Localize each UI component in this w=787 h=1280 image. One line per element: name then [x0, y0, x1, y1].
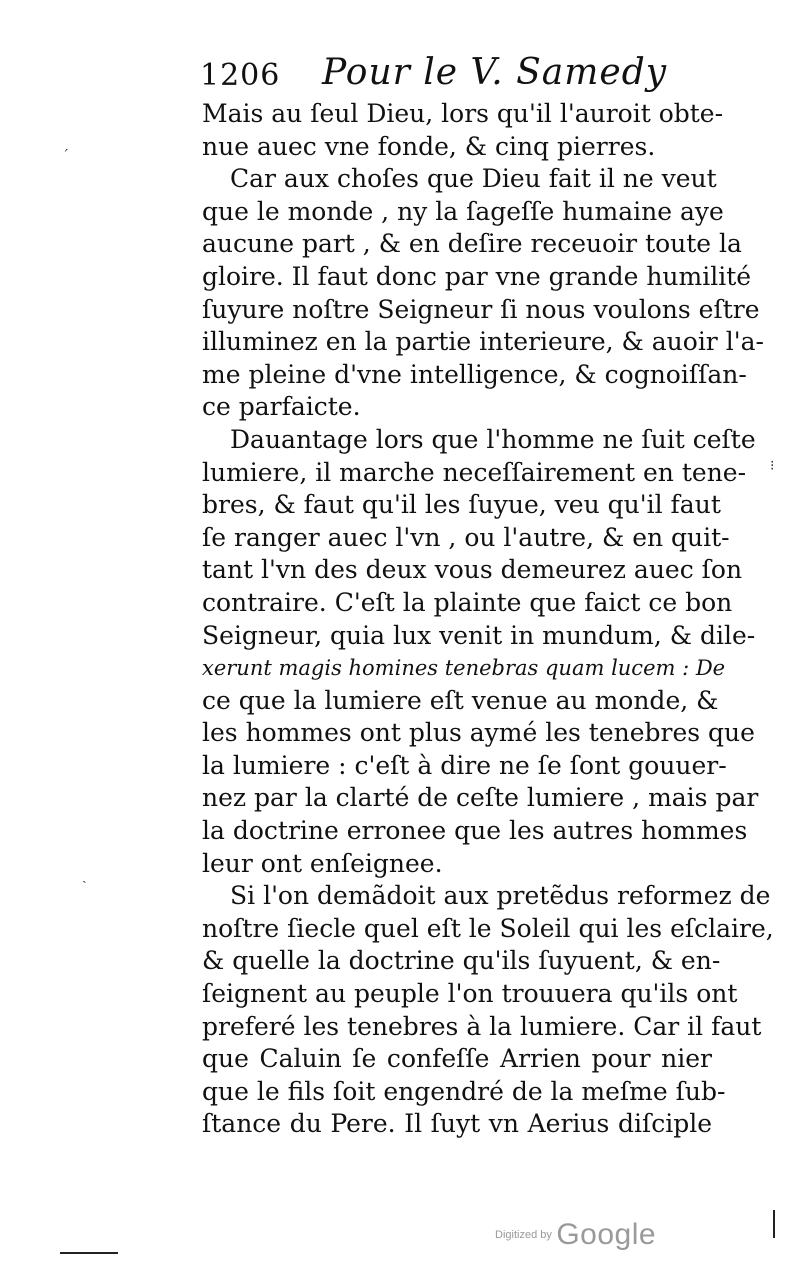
page-number: 1206 — [200, 58, 281, 93]
text-line: les hommes ont plus aymé les tenebres que — [202, 718, 755, 748]
page-header — [200, 52, 720, 96]
text-line: gloire. Il faut donc par vne grande humilité — [202, 261, 752, 291]
page-edge-mark — [773, 1210, 775, 1238]
body-text — [202, 98, 774, 1141]
text-line: que le monde , ny la ſageſſe humaine aye — [202, 196, 724, 226]
text-line: la doctrine erronee que les autres hommes — [202, 816, 748, 846]
text-line: nez par la clarté de ceſte lumiere , mais par — [202, 783, 759, 813]
text-line: Car aux choſes que Dieu fait il ne veut — [230, 164, 717, 194]
margin-speck: ⁝ — [770, 458, 775, 474]
text-line-latin: xerunt magis homines tenebras quam lucem : De — [202, 656, 726, 681]
text-line: me pleine d'vne intelligence, & cognoiſſan- — [202, 359, 747, 389]
text-line: ce que la lumiere eſt venue au monde, & — [202, 685, 719, 715]
text-line: tant l'vn des deux vous demeurez auec ſon — [202, 555, 743, 585]
text-line: Mais au ſeul Dieu, lors qu'il l'auroit obte- — [202, 99, 724, 128]
text-line: ſuyure noſtre Seigneur ſi nous voulons eſtre — [202, 294, 760, 324]
text-line: la lumiere : c'eſt à dire ne ſe ſont gouuer- — [202, 750, 727, 780]
text-line: ſe ranger auec l'vn , ou l'autre, & en quit- — [202, 522, 730, 552]
text-line: Seigneur, quia lux venit in mundum, & dile- — [202, 620, 756, 650]
text-line: illuminez en la partie interieure, & auoir l'a- — [202, 327, 764, 357]
text-line: aucune part , & en deſire receuoir toute la — [202, 229, 742, 259]
text-line: lumiere, il marche neceſſairement en tene- — [202, 457, 747, 487]
text-line: noſtre ſiecle quel eſt le Soleil qui les eſclaire, — [202, 913, 774, 943]
bottom-rule — [60, 1252, 118, 1254]
text-line: nue auec vne fonde, & cinq pierres. — [202, 131, 656, 161]
text-line: ſeignent au peuple l'on trouuera qu'ils ont — [202, 979, 738, 1009]
text-line: bres, & faut qu'il les ſuyue, veu qu'il faut — [202, 490, 721, 520]
text-line: ſtance du Pere. Il ſuyt vn Aerius diſciple — [202, 1109, 712, 1139]
text-line: leur ont enſeignee. — [202, 848, 443, 878]
text-line: Si l'on demãdoit aux pretẽdus reformez de — [230, 881, 771, 911]
watermark-prefix: Digitized by — [495, 1229, 552, 1241]
text-line: preferé les tenebres à la lumiere. Car il faut — [202, 1011, 762, 1041]
text-line: que le fils ſoit engendré de la meſme ſub- — [202, 1076, 726, 1106]
text-line: ce parfaicte. — [202, 392, 361, 422]
text-line: Dauantage lors que l'homme ne ſuit ceſte — [230, 424, 756, 454]
margin-speck: ˎ — [82, 868, 87, 884]
text-line: que Caluin ſe confeſſe Arrien pour nier — [202, 1044, 712, 1074]
running-title: Pour le V. Samedy — [322, 52, 668, 93]
text-line: & quelle la doctrine qu'ils ſuyuent, & en- — [202, 946, 721, 976]
google-logo: Google — [556, 1218, 657, 1251]
text-line: contraire. C'eſt la plainte que faict ce bon — [202, 587, 733, 617]
digitized-by-google-watermark — [495, 1218, 656, 1252]
margin-speck: ˊ — [62, 148, 69, 164]
